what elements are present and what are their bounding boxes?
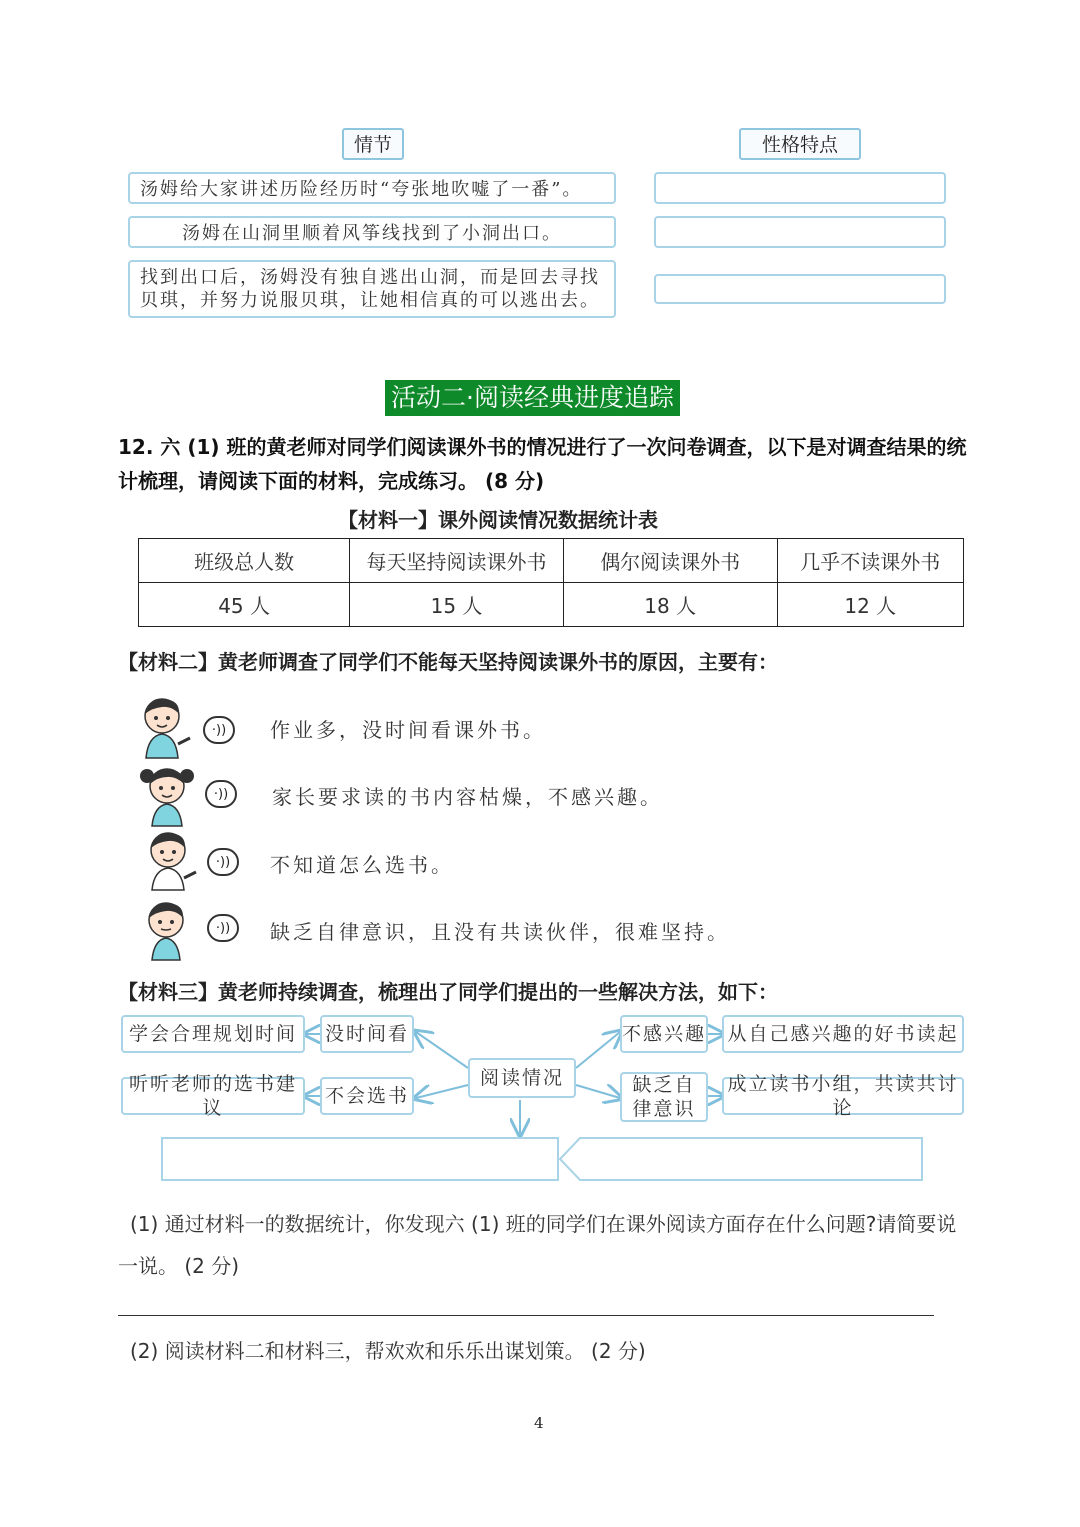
material2-title: 【材料二】黄老师调查了同学们不能每天坚持阅读课外书的原因，主要有： [118, 650, 778, 674]
solution-box: 听听老师的选书建议 [121, 1077, 305, 1115]
table-header-cell: 每天坚持阅读课外书 [350, 539, 564, 583]
question-text: 12. 六 (1) 班的黄老师对同学们阅读课外书的情况进行了一次问卷调查，以下是对调查结果的统计梳理，请阅读下面的材料，完成练习。 (8 分) [118, 435, 967, 493]
material3-title: 【材料三】黄老师持续调查，梳理出了同学们提出的一些解决方法，如下： [118, 980, 778, 1004]
sub-question-2: (2) 阅读材料二和材料三，帮欢欢和乐乐出谋划策。 (2 分) [130, 1339, 646, 1363]
speech-sound-icon: ·)) [205, 780, 237, 808]
trait-header: 性格特点 [739, 128, 861, 160]
speech-sound-icon: ·)) [207, 914, 239, 942]
sub-question-1: (1) 通过材料一的数据统计，你发现六 (1) 班的同学们在课外阅读方面存在什么问题?请简要说一说。 (2 分) [118, 1212, 957, 1278]
material1-title: 【材料一】课外阅读情况数据统计表 [338, 508, 658, 532]
center-box: 阅读情况 [468, 1058, 576, 1098]
answer-banner[interactable] [160, 1136, 926, 1182]
speech-sound-icon: ·)) [203, 716, 235, 744]
table-cell: 45 人 [139, 583, 350, 627]
page-number: 4 [534, 1414, 544, 1432]
problem-box: 没时间看 [320, 1015, 414, 1053]
plot-text: 汤姆给大家讲述历险经历时“夸张地吹嘘了一番”。 [140, 179, 583, 200]
table-header-cell: 几乎不读课外书 [777, 539, 963, 583]
reason-item: 不知道怎么选书。 [270, 853, 454, 877]
answer-line[interactable] [118, 1315, 934, 1316]
solution-box: 成立读书小组，共读共讨论 [722, 1077, 964, 1115]
table-header-cell: 班级总人数 [139, 539, 350, 583]
table-cell: 18 人 [563, 583, 777, 627]
plot-text: 汤姆在山洞里顺着风筝线找到了小洞出口。 [182, 223, 562, 244]
table-header-cell: 偶尔阅读课外书 [563, 539, 777, 583]
problem-box: 不会选书 [320, 1077, 414, 1115]
plot-header: 情节 [342, 128, 404, 160]
speech-sound-icon: ·)) [207, 848, 239, 876]
solution-box: 从自己感兴趣的好书读起 [722, 1015, 964, 1053]
activity-title: 活动二·阅读经典进度追踪 [385, 380, 680, 416]
reason-item: 家长要求读的书内容枯燥，不感兴趣。 [272, 785, 663, 809]
plot-text: 找到出口后，汤姆没有独自逃出山洞，而是回去寻找贝琪，并努力说服贝琪，让她相信真的可以逃出去。 [140, 267, 600, 311]
reason-item: 作业多，没时间看课外书。 [270, 718, 546, 742]
solution-box: 学会合理规划时间 [121, 1015, 305, 1053]
table-cell: 15 人 [350, 583, 564, 627]
problem-box: 缺乏自律意识 [620, 1072, 708, 1122]
problem-box: 不感兴趣 [620, 1015, 708, 1053]
reason-item: 缺乏自律意识，且没有共读伙伴，很难坚持。 [270, 920, 730, 944]
table-cell: 12 人 [777, 583, 963, 627]
